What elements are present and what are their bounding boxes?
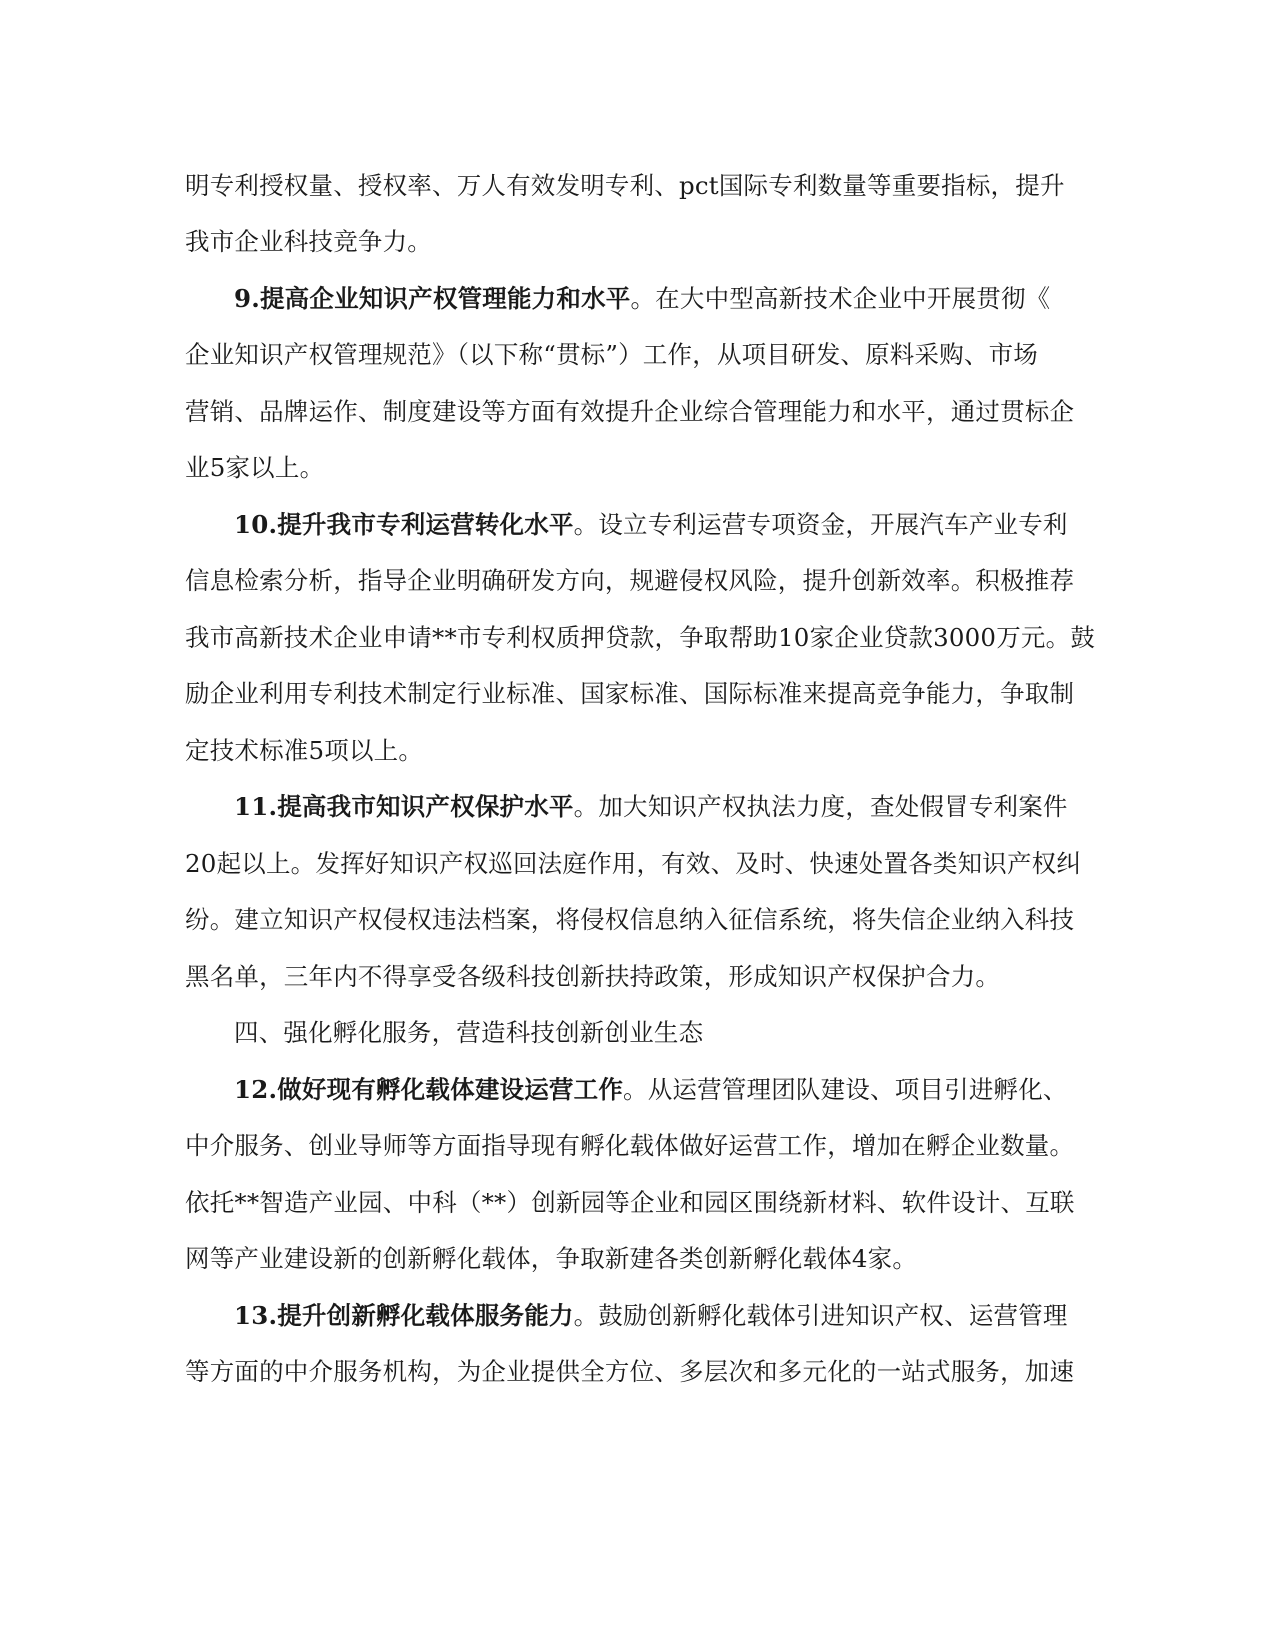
paragraph-9-first-line: [185, 281, 1144, 317]
paragraph-13-first-line: [185, 1298, 1144, 1334]
paragraph-line: 黑名单，三年内不得享受各级科技创新扶持政策，形成知识产权保护合力。: [185, 962, 1001, 991]
paragraph-9-heading: 9.提高企业知识产权管理能力和水平: [234, 284, 631, 313]
paragraph-text: 。加大知识产权执法力度，查处假冒专利案件: [573, 792, 1068, 821]
section-4-title: 四、强化孵化服务，营造科技创新创业生态: [234, 1018, 704, 1047]
paragraph-line: 励企业利用专利技术制定行业标准、国家标准、国际标准来提高竞争能力，争取制: [185, 679, 1075, 708]
paragraph-13-heading: 13.提升创新孵化载体服务能力: [234, 1301, 574, 1330]
paragraph-line: 20起以上。发挥好知识产权巡回法庭作用，有效、及时、快速处置各类知识产权纠: [185, 849, 1082, 878]
paragraph-line: 营销、品牌运作、制度建设等方面有效提升企业综合管理能力和水平，通过贯标企: [185, 397, 1075, 426]
paragraph-line: 明专利授权量、授权率、万人有效发明专利、pct国际专利数量等重要指标，提升: [185, 171, 1065, 200]
paragraph-12-first-line: [185, 1072, 1144, 1108]
paragraph-10-first-line: [185, 507, 1144, 543]
paragraph-11-first-line: [185, 789, 1144, 825]
paragraph-line: 依托**智造产业园、中科（**）创新园等企业和园区围绕新材料、软件设计、互联: [185, 1188, 1075, 1217]
paragraph-12-heading: 12.做好现有孵化载体建设运营工作: [234, 1075, 624, 1104]
paragraph-10-heading: 10.提升我市专利运营转化水平: [234, 510, 574, 539]
paragraph-text: 。鼓励创新孵化载体引进知识产权、运营管理: [573, 1301, 1068, 1330]
paragraph-line: 中介服务、创业导师等方面指导现有孵化载体做好运营工作，增加在孵企业数量。: [185, 1131, 1075, 1160]
paragraph-text: 。设立专利运营专项资金，开展汽车产业专利: [573, 510, 1068, 539]
paragraph-text: 。在大中型高新技术企业中开展贯彻《: [630, 284, 1051, 313]
paragraph-line: 纷。建立知识产权侵权违法档案，将侵权信息纳入征信系统，将失信企业纳入科技: [185, 905, 1075, 934]
paragraph-line: 等方面的中介服务机构，为企业提供全方位、多层次和多元化的一站式服务，加速: [185, 1357, 1075, 1386]
paragraph-text: 。从运营管理团队建设、项目引进孵化、: [623, 1075, 1068, 1104]
paragraph-line: 网等产业建设新的创新孵化载体，争取新建各类创新孵化载体4家。: [185, 1244, 918, 1273]
paragraph-line: 我市企业科技竞争力。: [185, 227, 432, 256]
paragraph-line: 业5家以上。: [185, 453, 325, 482]
paragraph-11-heading: 11.提高我市知识产权保护水平: [234, 792, 574, 821]
paragraph-line: 信息检索分析，指导企业明确研发方向，规避侵权风险，提升创新效率。积极推荐: [185, 566, 1075, 595]
paragraph-line: 我市高新技术企业申请**市专利权质押贷款，争取帮助10家企业贷款3000万元。鼓: [185, 623, 1096, 652]
paragraph-line: 企业知识产权管理规范》（以下称“贯标”）工作，从项目研发、原料采购、市场: [185, 340, 1038, 369]
paragraph-line: 定技术标准5项以上。: [185, 736, 424, 765]
